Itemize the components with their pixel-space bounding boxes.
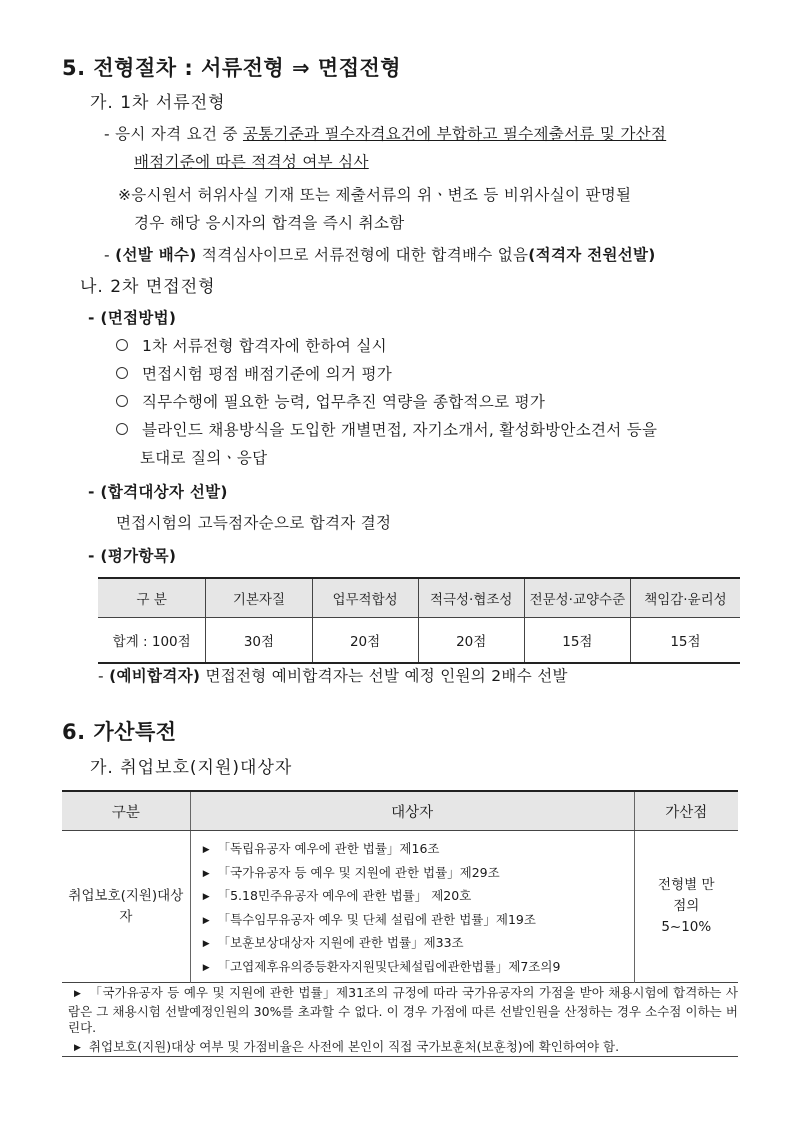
false-statement-note-line2: 경우 해당 응시자의 합격을 즉시 취소함 [134,214,405,232]
triangle-bullet-icon: ▶ [202,868,210,879]
law-list-cell [190,831,634,983]
method-item-text: 면접시험 평점 배점기준에 의거 평가 [142,365,393,383]
selection-multiple-text: 적격심사이므로 서류전형에 대한 합격배수 없음 [196,246,529,264]
method-item [116,418,657,440]
method-item-text: 직무수행에 필요한 능력, 업무추진 역량을 종합적으로 평가 [142,393,546,411]
circle-bullet-icon [116,367,128,379]
section6-title: 6. 가산특전 [62,720,177,744]
doc-review-underline-2: 배점기준에 따른 적격성 여부 심사 [134,153,369,171]
triangle-bullet-icon: ▶ [202,845,210,855]
table-header-cell: 대상자 [190,791,634,831]
table-header-cell: 가산점 [634,791,738,831]
triangle-bullet-icon: ▶ [74,1042,81,1053]
section5-na-title: 나. 2차 면접전형 [80,277,216,297]
table-cell: 20점 [418,618,524,664]
law-text: 「특수임무유공자 예우 및 단체 설립에 관한 법률」제19조 [217,911,536,927]
evaluation-table [98,577,740,664]
table-row [98,578,740,618]
selection-multiple-end: (적격자 전원선발) [528,246,656,264]
table-cell: 30점 [206,618,312,664]
pass-selection-text: 면접시험의 고득점자순으로 합격자 결정 [116,514,392,532]
evaluation-heading: - (평가항목) [88,547,177,565]
list-item [203,931,634,955]
interview-method-heading: - (면접방법) [88,309,177,327]
table-header-cell: 전문성·교양수준 [524,578,630,618]
table-row [62,831,738,983]
law-text: 「보훈보상대상자 지원에 관한 법률」제33조 [217,935,464,950]
law-text: 「고엽제후유의증등환자지원및단체설립에관한법률」제7조의9 [217,958,561,974]
table-cell: 15점 [630,618,740,664]
notes-bottom-rule [62,1056,738,1057]
method-item-text: 블라인드 채용방식을 도입한 개별면접, 자기소개서, 활성화방안소견서 등을 [142,421,658,439]
method-item-text: 1차 서류전형 합격자에 한하여 실시 [142,337,387,355]
bonus-notes [68,985,738,1057]
list-item [203,884,634,908]
list-item [203,861,634,885]
table-row [62,791,738,831]
triangle-bullet-icon: ▶ [202,915,210,926]
method-item [116,362,392,384]
reserve-label: (예비합격자) [109,667,201,685]
circle-bullet-icon [116,395,128,407]
pass-selection-heading: - (합격대상자 선발) [88,483,228,501]
law-list [203,837,634,978]
triangle-bullet-icon: ▶ [202,892,210,902]
section5-ga-title: 가. 1차 서류전형 [90,93,226,113]
note-text: 「국가유공자 등 예우 및 지원에 관한 법률」제31조의 규정에 따라 국가유공자의 가점을 받아 채용시험에 합격하는 사람은 그 채용시험 선발예정인원의 30%를 초과할 수 없다. 이 경우 가점에 따른 선발인원을 산정하는 경우 소수점 이하는 버린다. [68,985,738,1035]
false-statement-note-line1: ※응시원서 허위사실 기재 또는 제출서류의 위ㆍ변조 등 비위사실이 판명될 [118,186,632,204]
bonus-cell: 전형별 만점의 5~10% [634,831,738,983]
reserve-text: 면접전형 예비합격자는 선발 예정 인원의 2배수 선발 [200,667,568,685]
method-item [116,334,387,356]
category-cell: 취업보호(지원)대상자 [68,887,184,925]
table-cell: 20점 [312,618,418,664]
method-item [116,390,545,412]
law-text: 「독립유공자 예우에 관한 법률」제16조 [217,841,440,856]
table-header-cell: 책임감·윤리성 [630,578,740,618]
list-item [203,908,634,932]
table-header-cell: 적극성·협조성 [418,578,524,618]
note-item [68,1039,738,1058]
reserve-dash: - [98,667,110,685]
triangle-bullet-icon: ▶ [202,962,210,973]
circle-bullet-icon [116,339,128,351]
list-item [203,837,634,861]
section6-ga-title: 가. 취업보호(지원)대상자 [90,758,293,778]
table-row [98,618,740,664]
bonus-table [62,790,738,983]
table-header-cell: 구분 [62,791,190,831]
law-text: 「국가유공자 등 예우 및 지원에 관한 법률」제29조 [217,864,500,880]
selection-multiple-item [104,243,656,265]
selection-multiple-dash: - [104,246,116,264]
section5-title: 5. 전형절차 : 서류전형 ⇒ 면접전형 [62,56,402,80]
triangle-bullet-icon: ▶ [74,989,82,999]
table-header-cell: 구 분 [98,578,206,618]
table-cell: 합계 : 100점 [112,634,191,650]
reserve-candidate-item [98,664,568,686]
note-item [68,985,738,1037]
law-text: 「5.18민주유공자 예우에 관한 법률」 제20호 [217,888,472,903]
doc-review-prefix: - 응시 자격 요건 중 [104,125,243,143]
method-item-continuation: 토대로 질의ㆍ응답 [140,449,268,467]
table-cell: 15점 [524,618,630,664]
list-item [203,955,634,979]
doc-review-underline-1: 공통기준과 필수자격요건에 부합하고 필수제출서류 및 가산점 [242,125,667,143]
table-header-cell: 업무적합성 [312,578,418,618]
note-text: 취업보호(지원)대상 여부 및 가점비율은 사전에 본인이 직접 국가보훈처(보훈청)에 확인하여야 함. [88,1038,620,1054]
selection-multiple-label: (선발 배수) [115,246,197,264]
table-header-cell: 기본자질 [206,578,312,618]
triangle-bullet-icon: ▶ [202,939,210,949]
circle-bullet-icon [116,423,128,435]
doc-review-item [104,122,666,144]
